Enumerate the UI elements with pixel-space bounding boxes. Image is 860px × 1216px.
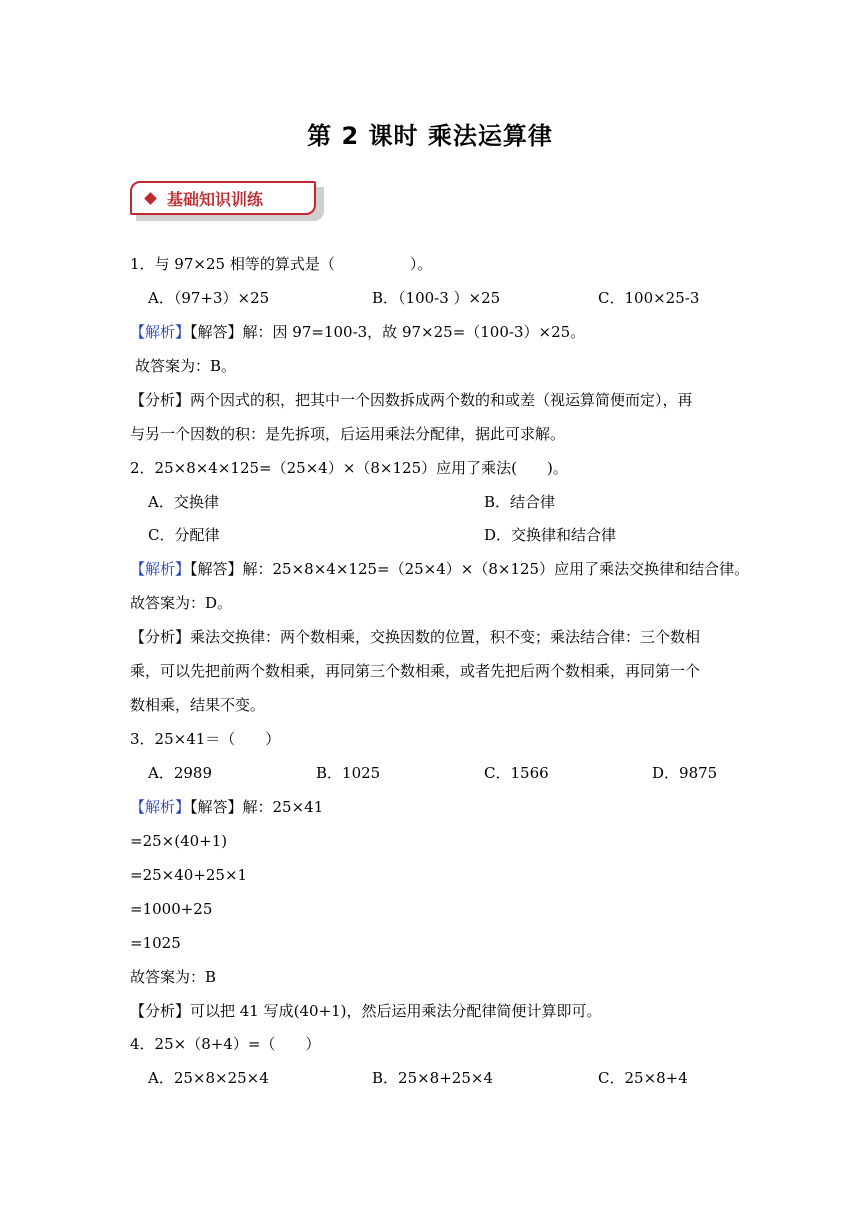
q2-jieda: 【解答】解：25×8×4×125=（25×4）×（8×125）应用了乘法交换律和结合律。 [190, 560, 750, 578]
q1-option-b: B．（100-3 ）×25 [372, 289, 501, 307]
q3-option-a: A．2989 [148, 764, 213, 782]
page-title: 第 2 课时 乘法运算律 [307, 122, 553, 150]
q1-option-a: A．（97+3）×25 [148, 289, 270, 307]
q3-analysis-line-1: 【分析】可以把 41 写成(40+1)，然后运用乘法分配律简便计算即可。 [130, 1002, 602, 1020]
q1-solution [130, 322, 585, 342]
q4-stem: 4．25×（8+4）=（ ） [130, 1035, 321, 1053]
q4-option-b: B．25×8+25×4 [372, 1069, 493, 1087]
q2-option-c: C．分配律 [148, 526, 220, 544]
q2-option-a: A．交换律 [148, 493, 219, 511]
section-label: 基础知识训练 [167, 189, 264, 209]
q3-option-b: B．1025 [316, 764, 381, 782]
q3-option-d: D．9875 [652, 764, 718, 782]
q2-analysis-line-1: 【分析】乘法交换律：两个数相乘，交换因数的位置，积不变；乘法结合律：三个数相 [130, 628, 701, 646]
q2-stem: 2．25×8×4×125=（25×4）×（8×125）应用了乘法( )。 [130, 459, 568, 477]
q3-step-2: =25×40+25×1 [130, 866, 248, 884]
q3-solution [130, 797, 323, 817]
q1-stem: 1．与 97×25 相等的算式是（ ）。 [130, 255, 433, 273]
q2-analysis-line-3: 数相乘，结果不变。 [130, 696, 266, 714]
q1-analysis-line-2: 与另一个因数的积：是先拆项，后运用乘法分配律，据此可求解。 [130, 425, 566, 443]
q4-option-a: A．25×8×25×4 [148, 1069, 269, 1087]
q3-option-c: C．1566 [484, 764, 549, 782]
q2-answer: 故答案为：D。 [130, 594, 233, 612]
q1-analysis-line-1: 【分析】两个因式的积，把其中一个因数拆成两个数的和或差（视运算简便而定），再 [130, 391, 693, 409]
diamond-icon [144, 192, 157, 205]
q1-option-c: C．100×25-3 [598, 289, 700, 307]
q3-stem: 3．25×41＝（ ） [130, 730, 281, 748]
q3-step-1: =25×(40+1) [130, 832, 228, 850]
q3-answer: 故答案为：B [130, 968, 217, 986]
q3-step-3: =1000+25 [130, 900, 213, 918]
q2-option-b: B．结合律 [484, 493, 556, 511]
q3-step-4: =1025 [130, 934, 181, 952]
q4-option-c: C．25×8+4 [598, 1069, 688, 1087]
q3-jiexi-tag: 【解析】 [130, 798, 191, 816]
q1-jiexi-tag: 【解析】 [130, 323, 191, 341]
banner-box [130, 181, 316, 215]
q3-jieda: 【解答】解：25×41 [190, 798, 324, 816]
q2-analysis-line-2: 乘，可以先把前两个数相乘，再同第三个数相乘，或者先把后两个数相乘，再同第一个 [130, 662, 701, 680]
q1-answer: 故答案为：B。 [135, 357, 237, 375]
q2-solution [130, 559, 749, 579]
q1-jieda: 【解答】解：因 97=100-3，故 97×25=（100-3）×25。 [190, 323, 586, 341]
q2-option-d: D．交换律和结合律 [484, 526, 617, 544]
section-banner [130, 181, 318, 221]
q2-jiexi-tag: 【解析】 [130, 560, 191, 578]
